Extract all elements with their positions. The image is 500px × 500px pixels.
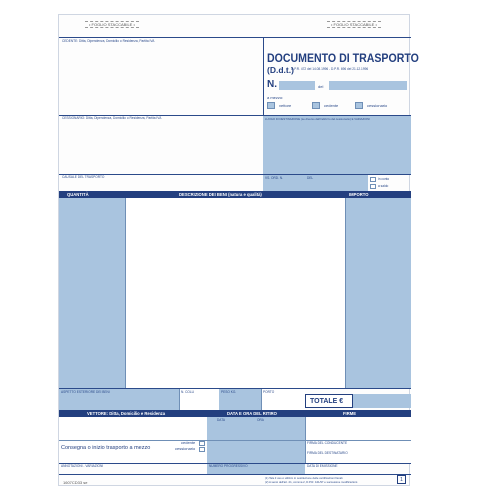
decree-reference: D.P.R. 472 del 14.08.1996 - D.P.R. 696 del 21.12.1996: [291, 67, 369, 71]
carrier-header-label: VETTORE: Ditta, Domicilio e Residenza: [87, 411, 166, 416]
goods-table-header: [59, 191, 411, 198]
amount-column[interactable]: [345, 198, 411, 388]
checkbox-vettore[interactable]: [267, 102, 275, 109]
shipment-label: Consegna o inizio trasporto a mezzo: [61, 445, 151, 451]
port-label: PORTO: [263, 390, 275, 394]
perforation-label-left: • FOGLIO STACCABILE •: [85, 21, 139, 28]
receiver-label: CESSIONARIO: Ditta, Dipendenza, Domicilio o Residenza, Partita IVA: [62, 116, 162, 120]
header-divider: [263, 37, 264, 115]
total-box: [305, 394, 353, 408]
in-conto-label: in conto: [378, 177, 390, 181]
carrier-header: [59, 410, 411, 417]
checkbox-shipment-cessionario[interactable]: [199, 447, 205, 452]
number-label: N.: [267, 79, 277, 90]
checkbox-cessionario[interactable]: [355, 102, 363, 109]
number-field[interactable]: [279, 81, 315, 90]
total-field[interactable]: [353, 394, 411, 408]
issue-date-label: DATA DI EMISSIONE: [307, 464, 338, 468]
document-title: DOCUMENTO DI TRASPORTO: [267, 53, 419, 65]
footer-rule: [59, 474, 411, 475]
total-label: TOTALE €: [310, 398, 344, 405]
shipment-rule: [59, 440, 411, 441]
option-cessionario: cessionario: [367, 103, 388, 108]
description-column[interactable]: [125, 198, 345, 388]
order-date-label: DEL: [307, 176, 314, 180]
pickup-time-label: ORA: [257, 418, 264, 422]
date-field[interactable]: [329, 81, 407, 90]
footnote-2: (2) A sensi dell'art. 21, comma 2, D.P.R. 441/97 e successive modificazioni.: [265, 480, 358, 484]
weight-label: PESO KG.: [221, 390, 237, 394]
driver-signature-label: FIRMA DEL CONDUCENTE: [307, 441, 348, 445]
copy-number: 1: [397, 475, 406, 484]
transport-document-sheet: [58, 14, 419, 486]
checkbox-shipment-cedente[interactable]: [199, 441, 205, 446]
qty-header: QUANTITÀ: [67, 192, 89, 197]
document-subtitle: (D.d.t.): [267, 65, 294, 75]
checkbox-cedente[interactable]: [312, 102, 320, 109]
causale-label: CAUSALE DEL TRASPORTO: [62, 175, 105, 179]
option-cedente: cedente: [324, 103, 339, 108]
description-header: DESCRIZIONE DEI BENI (natura e qualità): [179, 192, 262, 197]
quantity-column[interactable]: [59, 198, 125, 388]
amount-header: IMPORTO: [349, 192, 369, 197]
packages-label: N. COLLI: [181, 390, 195, 394]
shipment-cedente: cedente: [181, 440, 196, 445]
pickup-header-label: DATA E ORA DEL RITIRO: [227, 411, 277, 416]
shipment-cessionario: cessionario: [175, 446, 196, 451]
transport-label: a mezzo:: [267, 95, 284, 100]
recipient-signature-label: FIRMA DEL DESTINATARIO: [307, 451, 348, 455]
sender-label: CEDENTE: Ditta, Dipendenza, Domicilio o Residenza, Partita IVA: [62, 39, 155, 43]
perforation-label-right: • FOGLIO STACCABILE •: [327, 21, 381, 28]
date-label: del: [318, 84, 324, 89]
option-vettore: vettore: [279, 103, 292, 108]
amount-divider: [345, 198, 346, 388]
signatures-header-label: FIRME: [343, 411, 357, 416]
top-rule: [59, 37, 411, 38]
form-code: 1607CD33 se: [63, 480, 88, 485]
checkbox-a-saldo[interactable]: [370, 184, 376, 189]
footnote-1: (1) Tale il uso è utilizzo in sostituzione delle certificazioni fiscali.: [265, 476, 344, 480]
pickup-date-label: DATA: [217, 418, 226, 422]
destination-label: LUOGO DI DESTINAZIONE (se diverso dall'indirizzo del cessionario) E VARIAZIONI: [265, 117, 370, 121]
appearance-label: ASPETTO ESTERIORE DEI BENI: [61, 390, 110, 394]
a-saldo-label: a saldo: [378, 184, 389, 188]
order-number-label: VS. ORD. N.: [265, 176, 284, 180]
destination-field[interactable]: [263, 116, 411, 174]
annotations-label: ANNOTAZIONI - VARIAZIONI: [61, 464, 104, 468]
progressive-number-label: NUMERO PROGRESSIVO: [209, 464, 248, 468]
checkbox-in-conto[interactable]: [370, 177, 376, 182]
qty-divider: [125, 198, 126, 388]
